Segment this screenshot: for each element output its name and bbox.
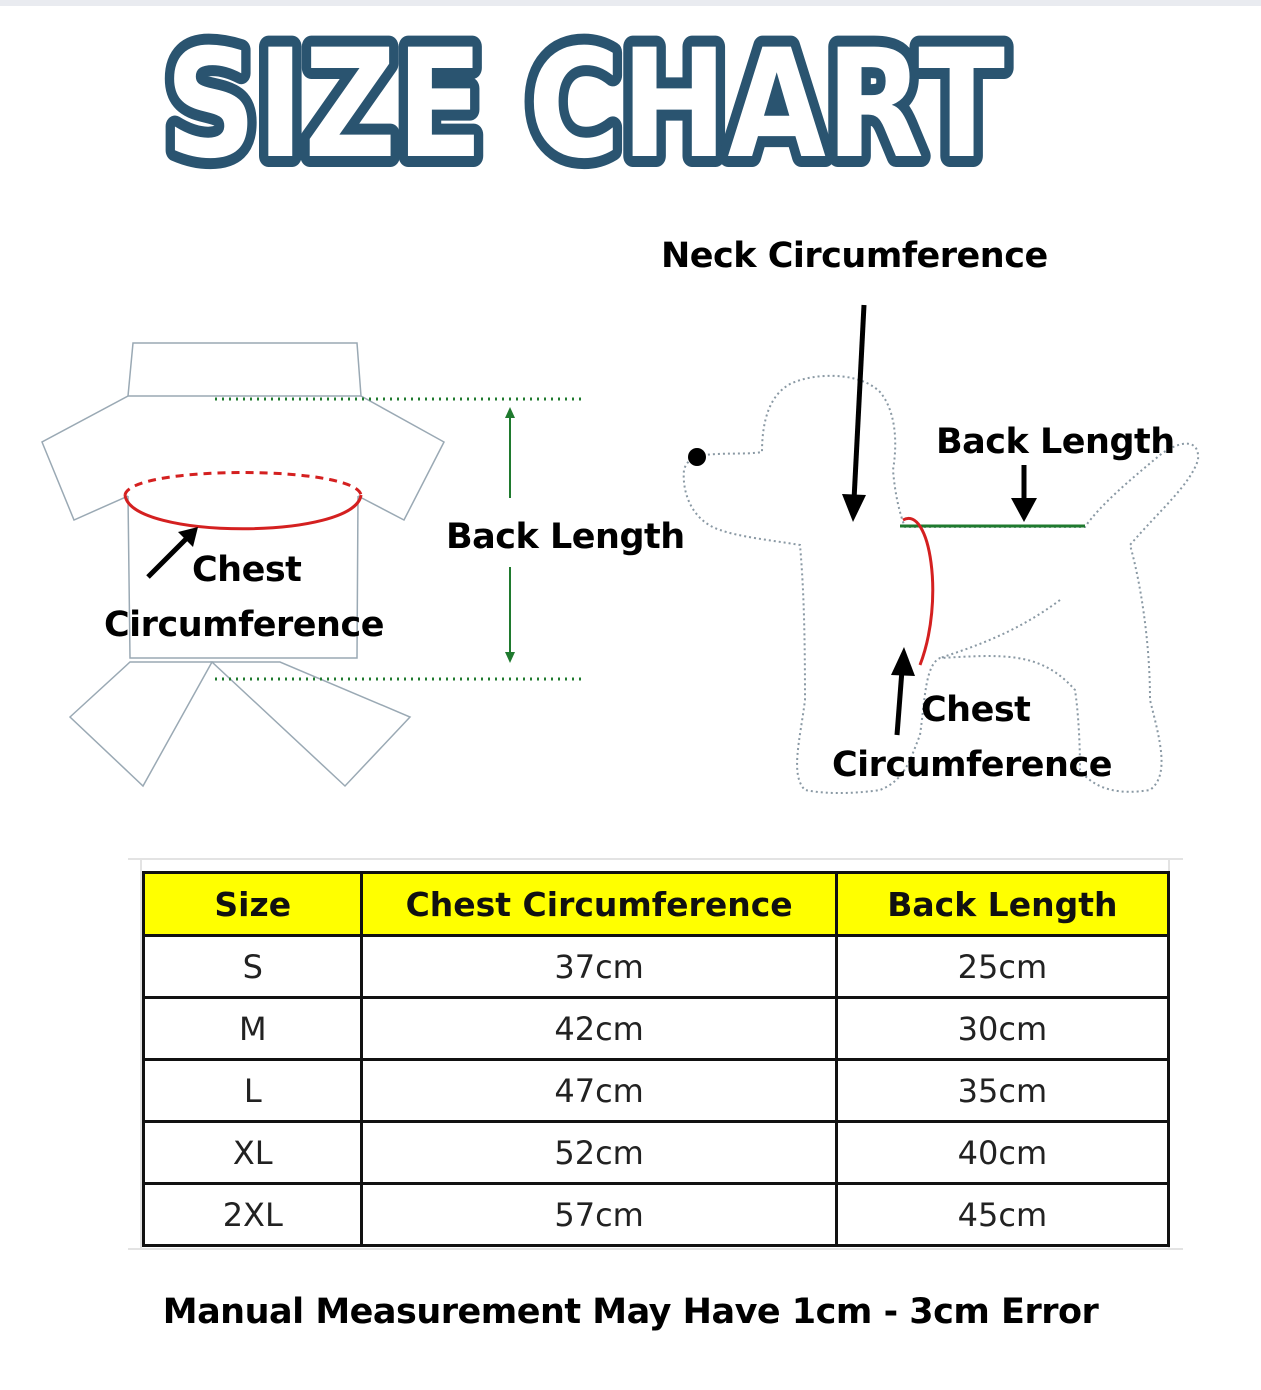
table-row [144,1122,1169,1184]
cell-chest: 42cm [362,998,836,1060]
cell-back: 35cm [836,1060,1168,1122]
table-row [144,936,1169,998]
shirt-back-length-label: Back Length [446,517,685,557]
cell-chest: 57cm [362,1184,836,1246]
header-chest-circumference: Chest Circumference [362,873,836,936]
cell-size: L [144,1060,362,1122]
dog-chest-label-line2: Circumference [832,745,1112,785]
cell-chest: 47cm [362,1060,836,1122]
shirt-chest-label-line1: Chest [192,550,302,590]
dog-neck-arrow [842,305,866,522]
cell-size: 2XL [144,1184,362,1246]
table-header-row [144,873,1169,936]
dog-back-length-label: Back Length [936,422,1175,462]
dog-back-length-line [900,465,1085,526]
cell-size: XL [144,1122,362,1184]
header-back-length: Back Length [836,873,1168,936]
shirt-chest-arrow [148,527,198,577]
page-title-fill: SIZE CHART [165,18,1005,188]
header-size: Size [144,873,362,936]
table-row [144,998,1169,1060]
sheet-gridline [128,858,1183,860]
cell-back: 45cm [836,1184,1168,1246]
cell-back: 30cm [836,998,1168,1060]
measurement-note: Manual Measurement May Have 1cm - 3cm Error [162,1292,1099,1332]
shirt-chest-ellipse [125,473,361,529]
cell-chest: 52cm [362,1122,836,1184]
cell-size: M [144,998,362,1060]
table-row [144,1184,1169,1246]
cell-chest: 37cm [362,936,836,998]
table-row [144,1060,1169,1122]
neck-circumference-label: Neck Circumference [661,236,1048,276]
cell-size: S [144,936,362,998]
sheet-gridline [128,1248,1183,1250]
cell-back: 25cm [836,936,1168,998]
size-table [142,871,1170,1247]
page-title: SIZE CHART [165,18,1005,188]
shirt-chest-label-line2: Circumference [104,605,384,645]
dog-chest-label-line1: Chest [921,690,1031,730]
dog-nose-icon [688,448,706,466]
cell-back: 40cm [836,1122,1168,1184]
